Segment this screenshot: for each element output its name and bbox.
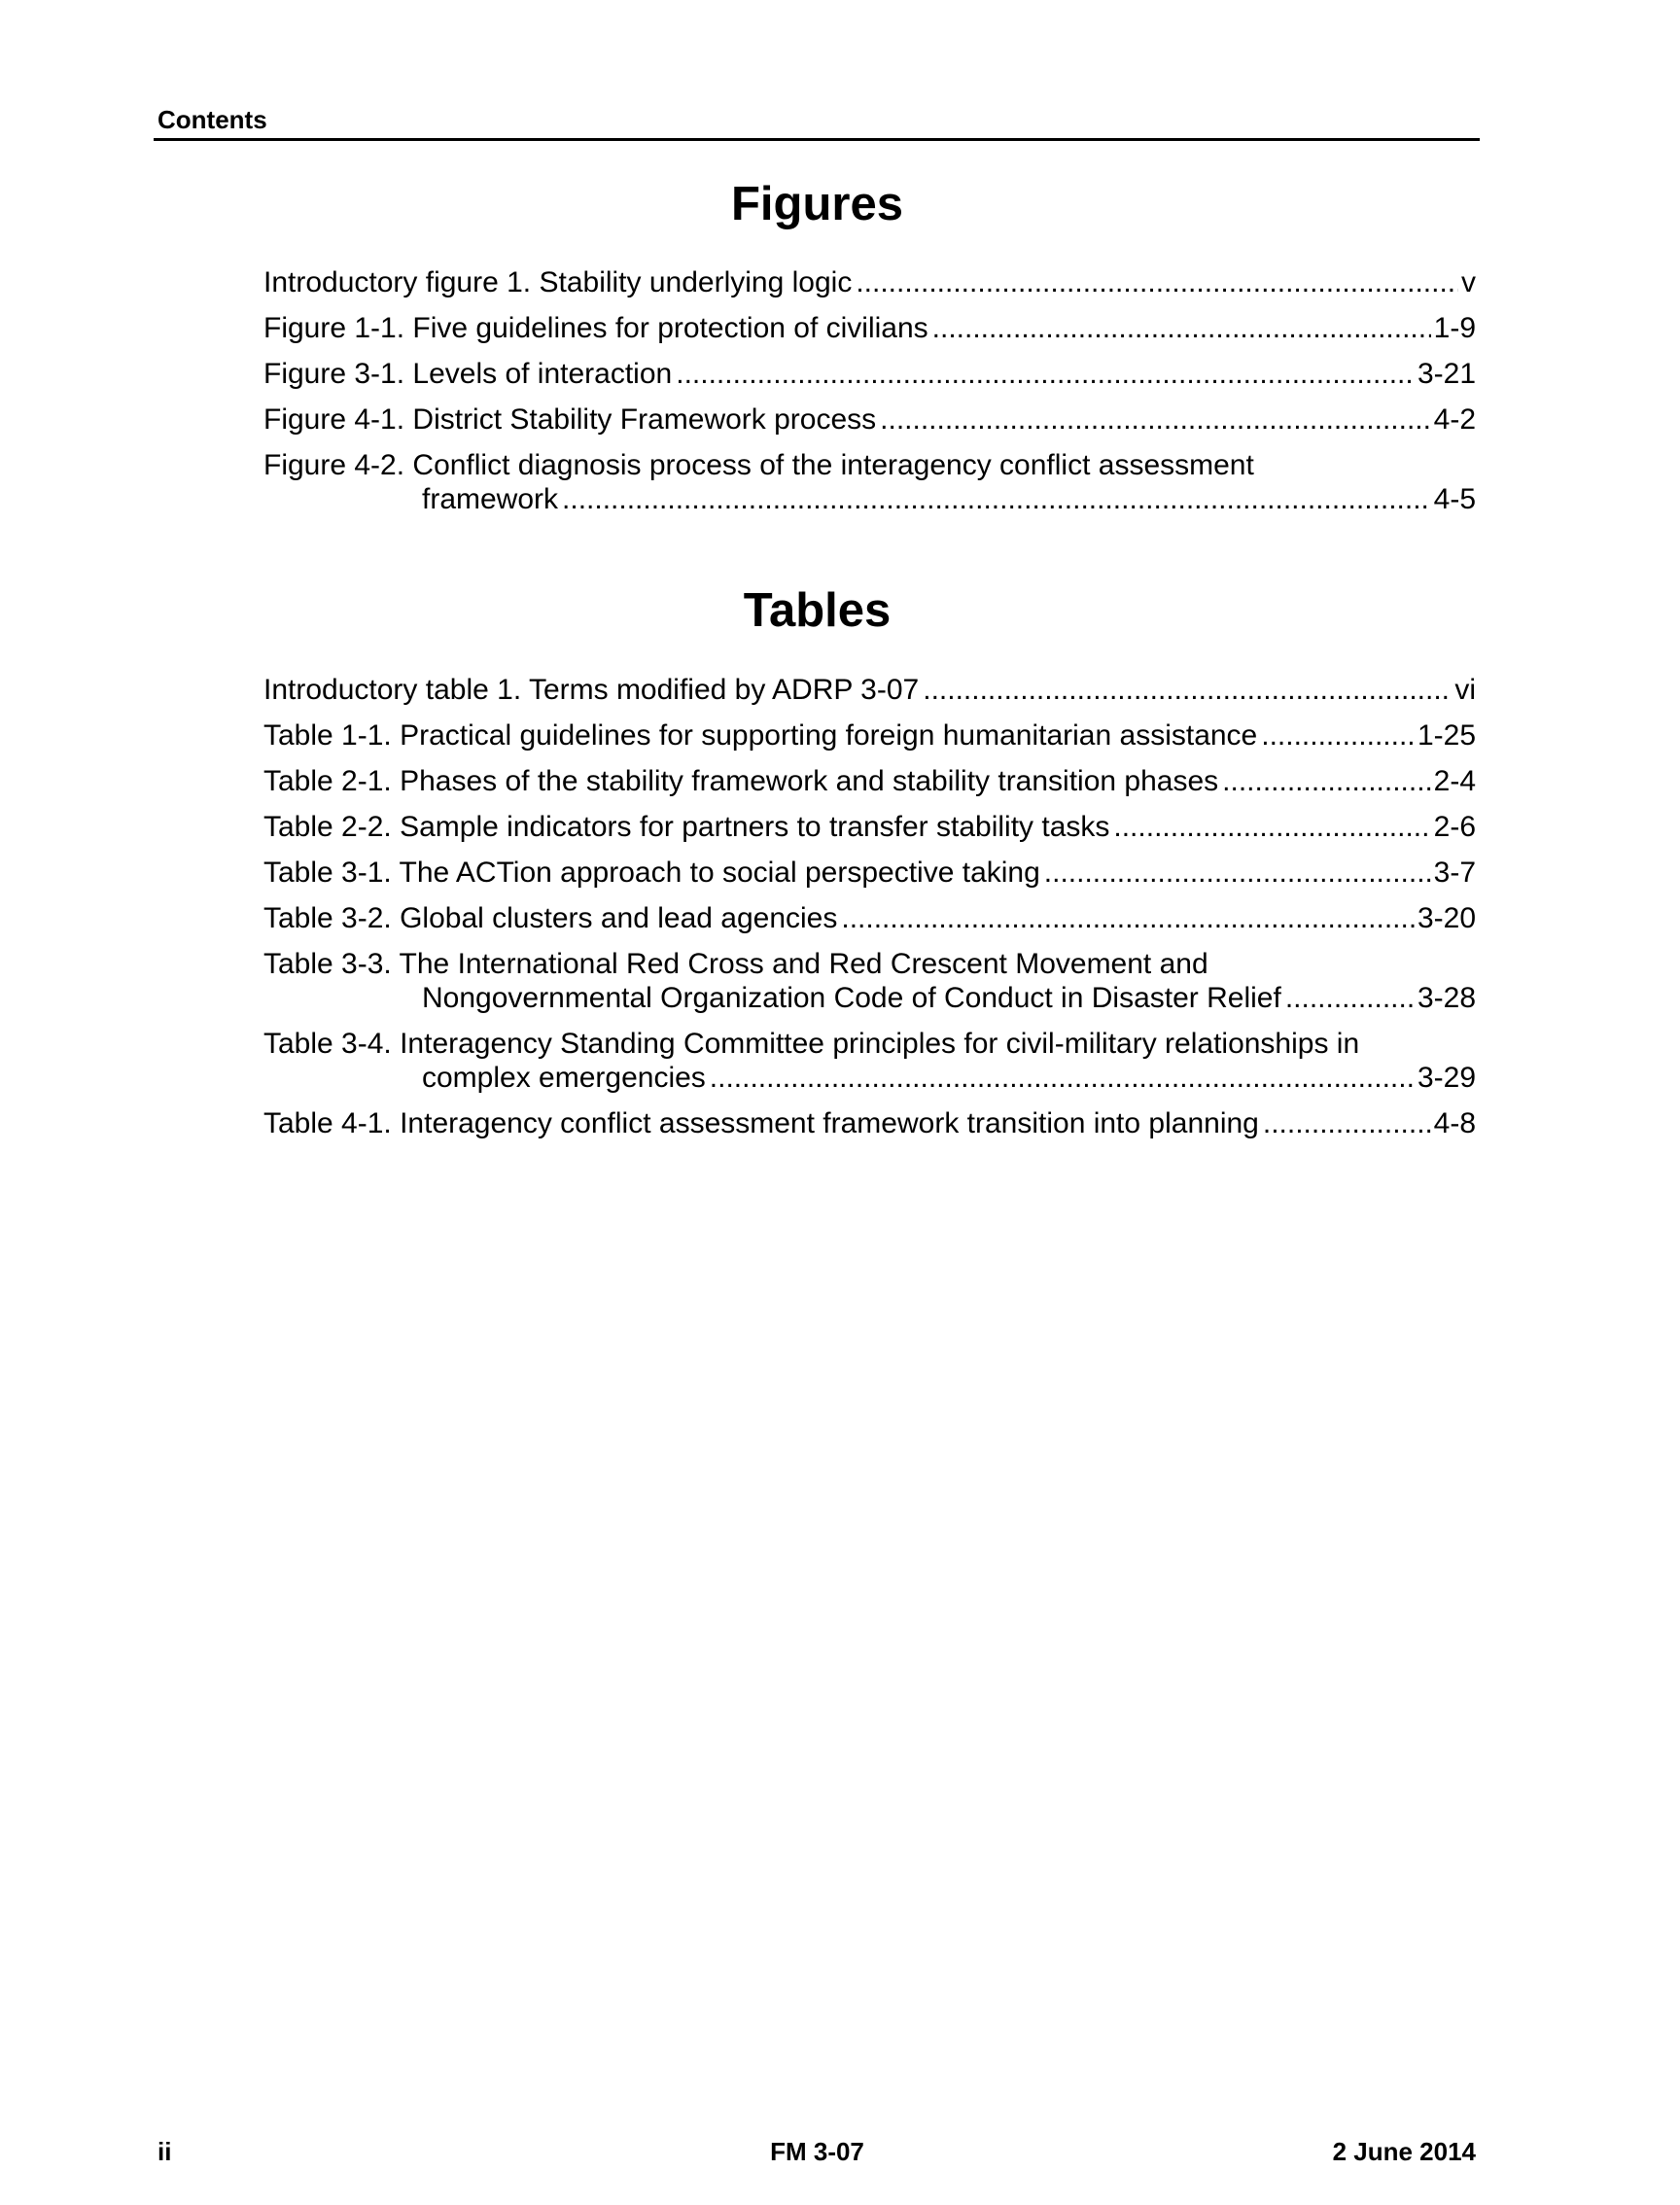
footer-date: 2 June 2014 — [1332, 2137, 1476, 2166]
dot-leader — [932, 311, 1431, 345]
toc-page-number: 1-25 — [1417, 719, 1476, 752]
toc-entry-title: Table 1-1. Practical guidelines for supporting foreign humanitarian assistance — [263, 719, 1258, 752]
toc-page-number: 1-9 — [1433, 312, 1476, 344]
toc-entry[interactable] — [263, 810, 1476, 844]
footer-page-number: ii — [158, 2137, 172, 2166]
toc-entry-title: Table 3-2. Global clusters and lead agencies — [263, 902, 838, 934]
toc-entry[interactable] — [263, 1027, 1476, 1095]
toc-page-number: 4-8 — [1433, 1107, 1476, 1139]
toc-entry-title: Table 3-1. The ACTion approach to social perspective taking — [263, 857, 1040, 889]
footer-publication-id: FM 3-07 — [770, 2137, 864, 2166]
header-rule — [154, 138, 1480, 141]
dot-leader — [1285, 981, 1415, 1015]
toc-entry-title: Table 3-3. The International Red Cross and Red Crescent Movement and — [263, 948, 1208, 980]
toc-entry[interactable] — [263, 947, 1476, 1015]
dot-leader — [710, 1061, 1415, 1095]
toc-page-number: v — [1461, 266, 1476, 298]
dot-leader — [676, 357, 1415, 391]
toc-entry[interactable] — [263, 402, 1476, 437]
toc-entry-title: Table 2-1. Phases of the stability framework and stability transition phases — [263, 765, 1219, 797]
toc-entry[interactable] — [263, 673, 1476, 707]
toc-entry[interactable] — [263, 311, 1476, 345]
toc-page-number: 2-4 — [1433, 765, 1476, 797]
dot-leader — [562, 482, 1431, 516]
toc-entry-title-continuation: framework — [422, 483, 559, 515]
tables-list — [263, 673, 1476, 1152]
dot-leader — [841, 901, 1415, 935]
dot-leader — [1263, 1106, 1431, 1140]
toc-entry-title: Figure 3-1. Levels of interaction — [263, 358, 673, 390]
dot-leader — [856, 265, 1458, 299]
figures-list — [263, 265, 1476, 528]
dot-leader — [1113, 810, 1430, 844]
figures-heading: Figures — [731, 178, 903, 230]
toc-page-number: 3-7 — [1433, 857, 1476, 889]
toc-entry-title: Introductory table 1. Terms modified by ADRP 3-07 — [263, 674, 920, 706]
toc-page-number: 4-5 — [1433, 483, 1476, 515]
toc-entry-title-continuation: complex emergencies — [422, 1062, 706, 1094]
dot-leader — [880, 402, 1430, 437]
toc-page-number: 2-6 — [1433, 811, 1476, 843]
toc-entry-title: Figure 4-1. District Stability Framework process — [263, 403, 877, 436]
toc-entry[interactable] — [263, 357, 1476, 391]
running-head: Contents — [158, 105, 267, 134]
dot-leader — [923, 673, 1452, 707]
dot-leader — [1222, 764, 1430, 798]
toc-entry-title: Figure 4-2. Conflict diagnosis process of the interagency conflict assessment — [263, 449, 1254, 481]
toc-entry-title: Introductory figure 1. Stability underlying logic — [263, 266, 853, 298]
toc-entry[interactable] — [263, 448, 1476, 516]
toc-page-number: 3-28 — [1417, 982, 1476, 1014]
tables-heading: Tables — [743, 584, 892, 637]
toc-entry[interactable] — [263, 1106, 1476, 1140]
toc-entry[interactable] — [263, 764, 1476, 798]
toc-page-number: 3-29 — [1417, 1062, 1476, 1094]
toc-page-number: 4-2 — [1433, 403, 1476, 436]
dot-leader — [1044, 856, 1431, 890]
toc-entry-title-continuation: Nongovernmental Organization Code of Conduct in Disaster Relief — [422, 982, 1281, 1014]
toc-page-number: 3-20 — [1417, 902, 1476, 934]
dot-leader — [1261, 718, 1415, 752]
toc-entry-title: Table 2-2. Sample indicators for partners to transfer stability tasks — [263, 811, 1110, 843]
toc-entry[interactable] — [263, 901, 1476, 935]
toc-page-number: 3-21 — [1417, 358, 1476, 390]
toc-entry[interactable] — [263, 718, 1476, 752]
toc-entry-title: Table 4-1. Interagency conflict assessment framework transition into planning — [263, 1107, 1259, 1139]
toc-entry-title: Figure 1-1. Five guidelines for protection of civilians — [263, 312, 928, 344]
toc-entry[interactable] — [263, 856, 1476, 890]
toc-entry[interactable] — [263, 265, 1476, 299]
toc-page-number: vi — [1454, 674, 1476, 706]
toc-entry-title: Table 3-4. Interagency Standing Committee principles for civil-military relationships in — [263, 1028, 1360, 1060]
